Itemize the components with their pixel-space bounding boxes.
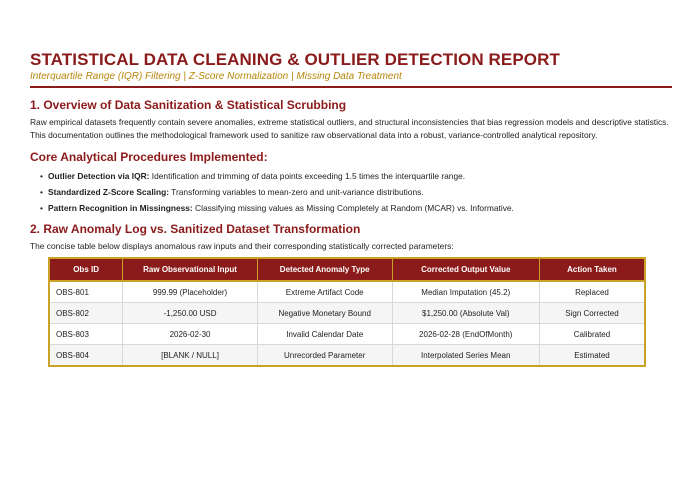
table-row (49, 324, 645, 345)
procedure-term: Standardized Z-Score Scaling: (48, 187, 169, 197)
table-cell: Unrecorded Parameter (257, 345, 392, 367)
section-2-heading: 2. Raw Anomaly Log vs. Sanitized Dataset Transformation (30, 222, 361, 236)
column-header: Corrected Output Value (392, 258, 539, 281)
procedure-term: Pattern Recognition in Missingness: (48, 203, 193, 213)
table-cell: $1,250.00 (Absolute Val) (392, 303, 539, 324)
table-row (49, 281, 645, 303)
table-cell: Negative Monetary Bound (257, 303, 392, 324)
table-row (49, 345, 645, 367)
procedure-item (40, 168, 672, 184)
bullet-icon: • (40, 187, 43, 197)
table-cell: 999.99 (Placeholder) (123, 281, 258, 303)
anomaly-log-table (48, 257, 646, 367)
table-cell: [BLANK / NULL] (123, 345, 258, 367)
table-cell: Replaced (539, 281, 645, 303)
report-title: STATISTICAL DATA CLEANING & OUTLIER DETECTION REPORT (30, 50, 560, 69)
procedures-list (30, 168, 672, 216)
column-header: Obs ID (49, 258, 123, 281)
table-cell: Invalid Calendar Date (257, 324, 392, 345)
bullet-icon: • (40, 203, 43, 213)
table-cell: Interpolated Series Mean (392, 345, 539, 367)
table-intro: The concise table below displays anomalous raw inputs and their corresponding statistically corrected parameters: (30, 241, 454, 251)
table-cell: Estimated (539, 345, 645, 367)
table-row (49, 303, 645, 324)
table-cell: OBS-804 (49, 345, 123, 367)
bullet-icon: • (40, 171, 43, 181)
procedure-item (40, 200, 672, 216)
report-subtitle: Interquartile Range (IQR) Filtering | Z-Score Normalization | Missing Data Treatment (30, 71, 402, 82)
column-header: Detected Anomaly Type (257, 258, 392, 281)
procedure-text: Classifying missing values as Missing Completely at Random (MCAR) vs. Informative. (192, 203, 514, 213)
procedure-text: Transforming variables to mean-zero and unit-variance distributions. (169, 187, 424, 197)
table-cell: -1,250.00 USD (123, 303, 258, 324)
table-cell: 2026-02-28 (EndOfMonth) (392, 324, 539, 345)
column-header: Action Taken (539, 258, 645, 281)
title-divider (30, 86, 672, 88)
table-cell: Sign Corrected (539, 303, 645, 324)
procedure-item (40, 184, 672, 200)
table-cell: OBS-802 (49, 303, 123, 324)
table-cell: Median Imputation (45.2) (392, 281, 539, 303)
table-cell: 2026-02-30 (123, 324, 258, 345)
table-cell: OBS-801 (49, 281, 123, 303)
section-1-heading: 1. Overview of Data Sanitization & Statistical Scrubbing (30, 98, 347, 112)
column-header: Raw Observational Input (123, 258, 258, 281)
section-1-body: Raw empirical datasets frequently contain severe anomalies, extreme statistical outliers, and structural inconsistencies that bias regression models and descriptive statistics. This documentation outlines the methodological framework used to sanitize raw observational data into a robust, variance-controlled analytical repository. (30, 117, 669, 140)
procedure-text: Identification and trimming of data points exceeding 1.5 times the interquartile range. (149, 171, 466, 181)
procedures-heading: Core Analytical Procedures Implemented: (30, 150, 268, 164)
table-cell: Calibrated (539, 324, 645, 345)
table-cell: Extreme Artifact Code (257, 281, 392, 303)
procedure-term: Outlier Detection via IQR: (48, 171, 150, 181)
table-cell: OBS-803 (49, 324, 123, 345)
table-header-row (49, 258, 645, 281)
